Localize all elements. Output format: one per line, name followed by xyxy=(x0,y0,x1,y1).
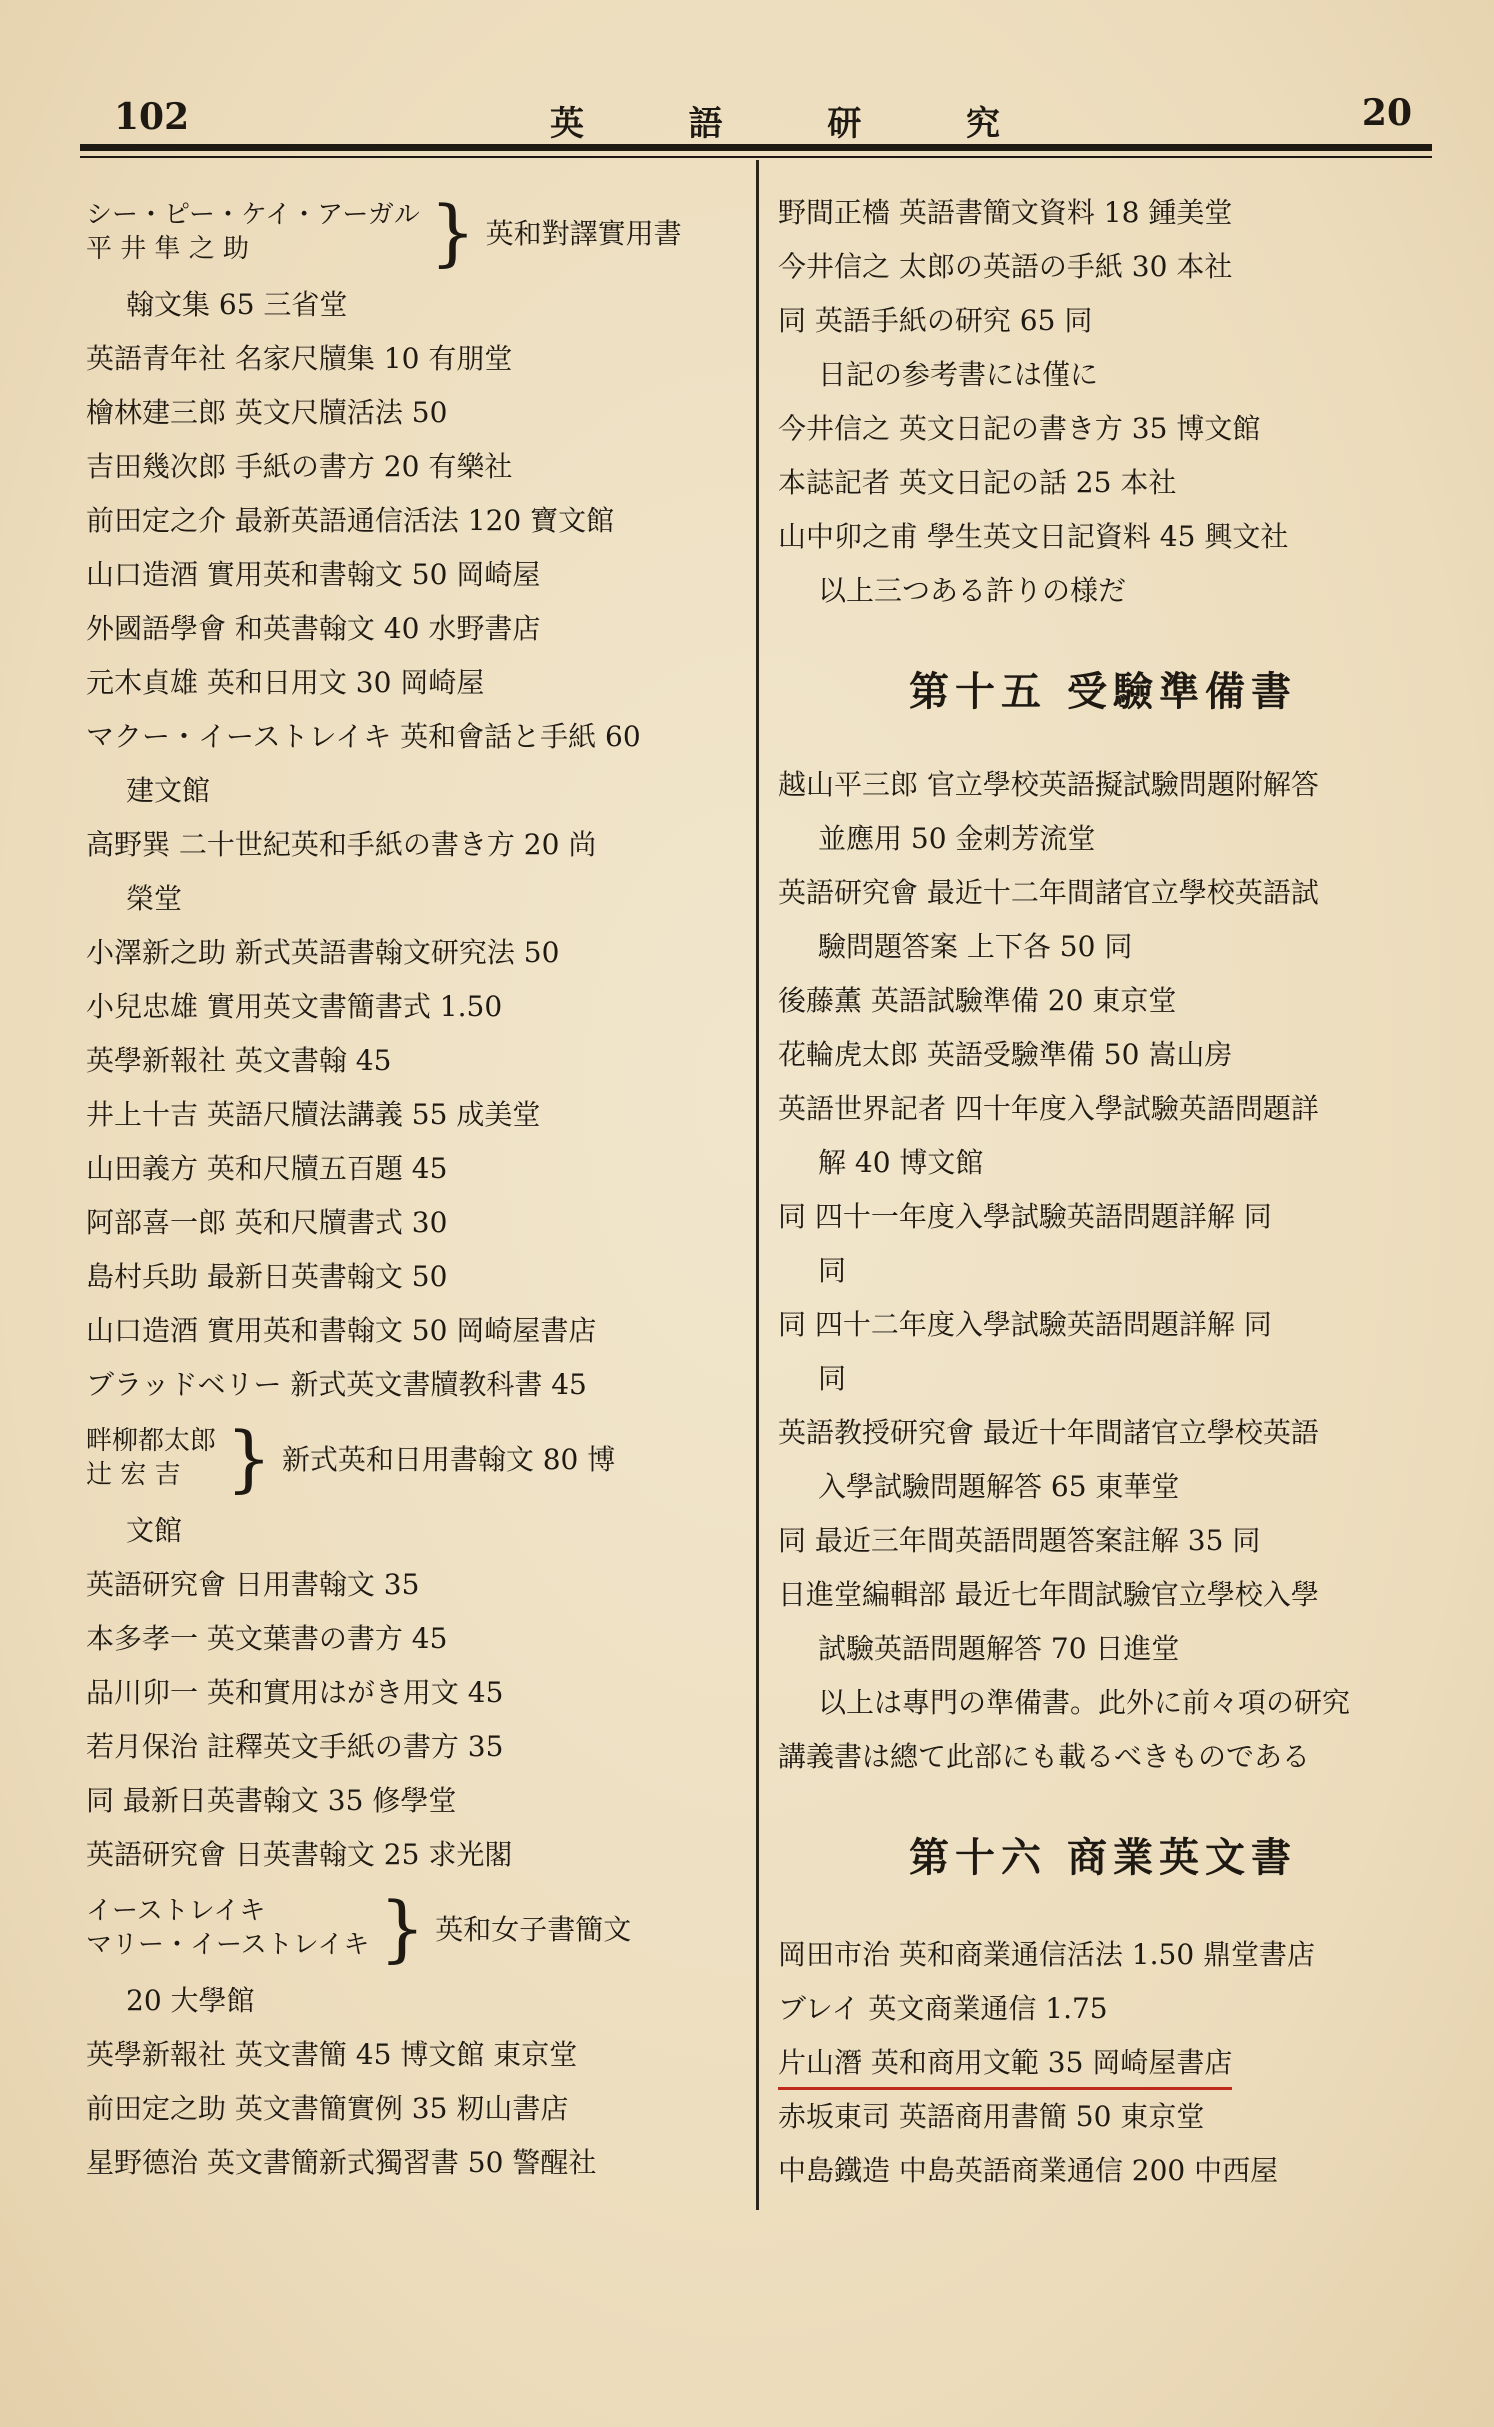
bib-entry: 島村兵助 最新日英書翰文 50 xyxy=(86,1260,448,1293)
bib-entry: 英語研究會 日用書翰文 35 xyxy=(86,1568,420,1601)
bib-entry: 中島鐵造 中島英語商業通信 200 中西屋 xyxy=(778,2154,1279,2187)
author-name: 畔柳都太郎 xyxy=(86,1426,217,1456)
bib-entry: 越山平三郎 官立學校英語擬試驗問題附解答 xyxy=(778,768,1319,801)
entry-continuation: 文館 xyxy=(126,1514,183,1547)
entry-title: 新式英和日用書翰文 80 博 xyxy=(281,1443,616,1476)
bib-entry: 同 四十一年度入學試驗英語問題詳解 同 xyxy=(778,1200,1272,1233)
bib-entry: 星野德治 英文書簡新式獨習書 50 警醒社 xyxy=(86,2146,597,2179)
bib-entry: 山田義方 英和尺牘五百題 45 xyxy=(86,1152,448,1185)
bib-entry: 花輪虎太郎 英語受驗準備 50 嵩山房 xyxy=(778,1038,1233,1071)
entry-continuation: 解 40 博文館 xyxy=(818,1146,984,1179)
entry-continuation: 驗問題答案 上下各 50 同 xyxy=(818,930,1133,963)
column-divider xyxy=(756,160,759,2210)
running-title xyxy=(550,96,1000,145)
entry-continuation: 試驗英語問題解答 70 日進堂 xyxy=(818,1632,1180,1665)
red-underline-text: 片山潛 英和商用文範 35 岡崎屋書店 xyxy=(778,2039,1232,2090)
bib-entry: 井上十吉 英語尺牘法講義 55 成美堂 xyxy=(86,1098,541,1131)
author-name: 辻 宏 吉 xyxy=(86,1460,181,1490)
bib-entry: 小兒忠雄 實用英文書簡書式 1.50 xyxy=(86,990,503,1023)
bib-entry: 山口造酒 實用英和書翰文 50 岡崎屋書店 xyxy=(86,1314,597,1347)
bib-entry: 若月保治 註釋英文手紙の書方 35 xyxy=(86,1730,504,1763)
page-number-right: 20 xyxy=(1361,92,1412,134)
bib-entry-underlined xyxy=(778,2036,1428,2090)
bib-entry: 英語青年社 名家尺牘集 10 有朋堂 xyxy=(86,342,513,375)
entry-continuation: 翰文集 65 三省堂 xyxy=(126,288,348,321)
bib-entry: 前田定之介 最新英語通信活法 120 寶文館 xyxy=(86,504,615,537)
running-title-char: 研 xyxy=(827,104,862,144)
joint-author-entry xyxy=(86,1412,736,1504)
bib-entry: 高野巽 二十世紀英和手紙の書き方 20 尚 xyxy=(86,828,597,861)
entry-continuation: 並應用 50 金刺芳流堂 xyxy=(818,822,1096,855)
bib-entry: 山口造酒 實用英和書翰文 50 岡崎屋 xyxy=(86,558,541,591)
bib-entry: 小澤新之助 新式英語書翰文研究法 50 xyxy=(86,936,560,969)
brace-glyph: } xyxy=(379,1886,426,1970)
entry-continuation: 榮堂 xyxy=(126,882,183,915)
bib-entry: 英學新報社 英文書翰 45 xyxy=(86,1044,392,1077)
entry-title: 英和女子書簡文 xyxy=(435,1913,632,1946)
author-names xyxy=(86,1424,216,1492)
entry-continuation: 同 xyxy=(818,1254,847,1287)
author-names xyxy=(86,1894,369,1962)
left-column xyxy=(86,186,736,2190)
bib-entry: ブラッドベリー 新式英文書牘教科書 45 xyxy=(86,1368,587,1401)
bib-entry: 吉田幾次郎 手紙の書方 20 有樂社 xyxy=(86,450,513,483)
running-title-char: 語 xyxy=(688,104,723,144)
right-column xyxy=(778,186,1428,2198)
section-heading-15: 第十五 受驗準備書 xyxy=(909,668,1297,715)
running-title-char: 英 xyxy=(550,104,584,144)
header-rule-thick xyxy=(80,144,1432,151)
author-name: マリー・イーストレイキ xyxy=(86,1930,370,1960)
entry-continuation: 入學試驗問題解答 65 東華堂 xyxy=(818,1470,1180,1503)
bib-entry: 英語教授研究會 最近十年間諸官立學校英語 xyxy=(778,1416,1319,1449)
joint-author-entry xyxy=(86,1882,736,1974)
entry-continuation: 20 大學館 xyxy=(126,1984,255,2017)
entry-continuation: 同 xyxy=(818,1362,847,1395)
bib-entry: 阿部喜一郎 英和尺牘書式 30 xyxy=(86,1206,448,1239)
bib-entry: 英語研究會 日英書翰文 25 求光閣 xyxy=(86,1838,513,1871)
bib-entry: 日進堂編輯部 最近七年間試驗官立學校入學 xyxy=(778,1578,1319,1611)
header-rule-thin xyxy=(80,156,1432,158)
author-name: イーストレイキ xyxy=(86,1896,266,1926)
brace-glyph: } xyxy=(429,190,476,274)
note-line: 以上三つある許りの様だ xyxy=(818,574,1127,607)
bib-entry: 本多孝一 英文葉書の書方 45 xyxy=(86,1622,448,1655)
bib-entry: 英語世界記者 四十年度入學試驗英語問題詳 xyxy=(778,1092,1319,1125)
note-line: 日記の参考書には僅に xyxy=(818,358,1099,391)
brace-glyph: } xyxy=(226,1416,272,1500)
bib-entry: 同 最新日英書翰文 35 修學堂 xyxy=(86,1784,457,1817)
section-heading-16: 第十六 商業英文書 xyxy=(909,1834,1297,1881)
bib-entry: 今井信之 英文日記の書き方 35 博文館 xyxy=(778,412,1261,445)
bib-entry: 山中卯之甫 學生英文日記資料 45 興文社 xyxy=(778,520,1289,553)
bib-entry: 野間正檣 英語書簡文資料 18 鍾美堂 xyxy=(778,196,1233,229)
bib-entry: 今井信之 太郎の英語の手紙 30 本社 xyxy=(778,250,1233,283)
bib-entry: 英語研究會 最近十二年間諸官立學校英語試 xyxy=(778,876,1319,909)
joint-author-entry xyxy=(86,186,736,278)
bib-entry: 本誌記者 英文日記の話 25 本社 xyxy=(778,466,1177,499)
note-line: 講義書は總て此部にも載るべきものである xyxy=(778,1740,1311,1773)
bib-entry: ブレイ 英文商業通信 1.75 xyxy=(778,1992,1108,2025)
bib-entry: 同 四十二年度入學試驗英語問題詳解 同 xyxy=(778,1308,1272,1341)
author-names xyxy=(86,198,420,266)
bib-entry: 同 英語手紙の研究 65 同 xyxy=(778,304,1093,337)
bib-entry: 後藤薫 英語試驗準備 20 東京堂 xyxy=(778,984,1177,1017)
bib-entry: 岡田市治 英和商業通信活法 1.50 鼎堂書店 xyxy=(778,1938,1316,1971)
bib-entry: 赤坂東司 英語商用書簡 50 東京堂 xyxy=(778,2100,1205,2133)
bib-entry: 元木貞雄 英和日用文 30 岡崎屋 xyxy=(86,666,485,699)
page-header xyxy=(80,88,1432,148)
running-title-char: 究 xyxy=(965,104,1000,144)
bib-entry: 品川卯一 英和實用はがき用文 45 xyxy=(86,1676,504,1709)
bib-entry: 檜林建三郎 英文尺牘活法 50 xyxy=(86,396,448,429)
bib-entry: 同 最近三年間英語問題答案註解 35 同 xyxy=(778,1524,1261,1557)
entry-continuation: 建文館 xyxy=(126,774,211,807)
bib-entry: マクー・イーストレイキ 英和會話と手紙 60 xyxy=(86,720,641,753)
note-line: 以上は專門の準備書。此外に前々項の研究 xyxy=(818,1686,1351,1719)
page-number-left: 102 xyxy=(114,96,190,138)
bib-entry: 外國語學會 和英書翰文 40 水野書店 xyxy=(86,612,541,645)
author-name: 平 井 隼 之 助 xyxy=(86,234,250,264)
entry-title: 英和對譯實用書 xyxy=(485,217,682,250)
bib-entry: 前田定之助 英文書簡實例 35 籾山書店 xyxy=(86,2092,569,2125)
bib-entry: 英學新報社 英文書簡 45 博文館 東京堂 xyxy=(86,2038,578,2071)
author-name: シー・ピー・ケイ・アーガル xyxy=(86,200,420,230)
